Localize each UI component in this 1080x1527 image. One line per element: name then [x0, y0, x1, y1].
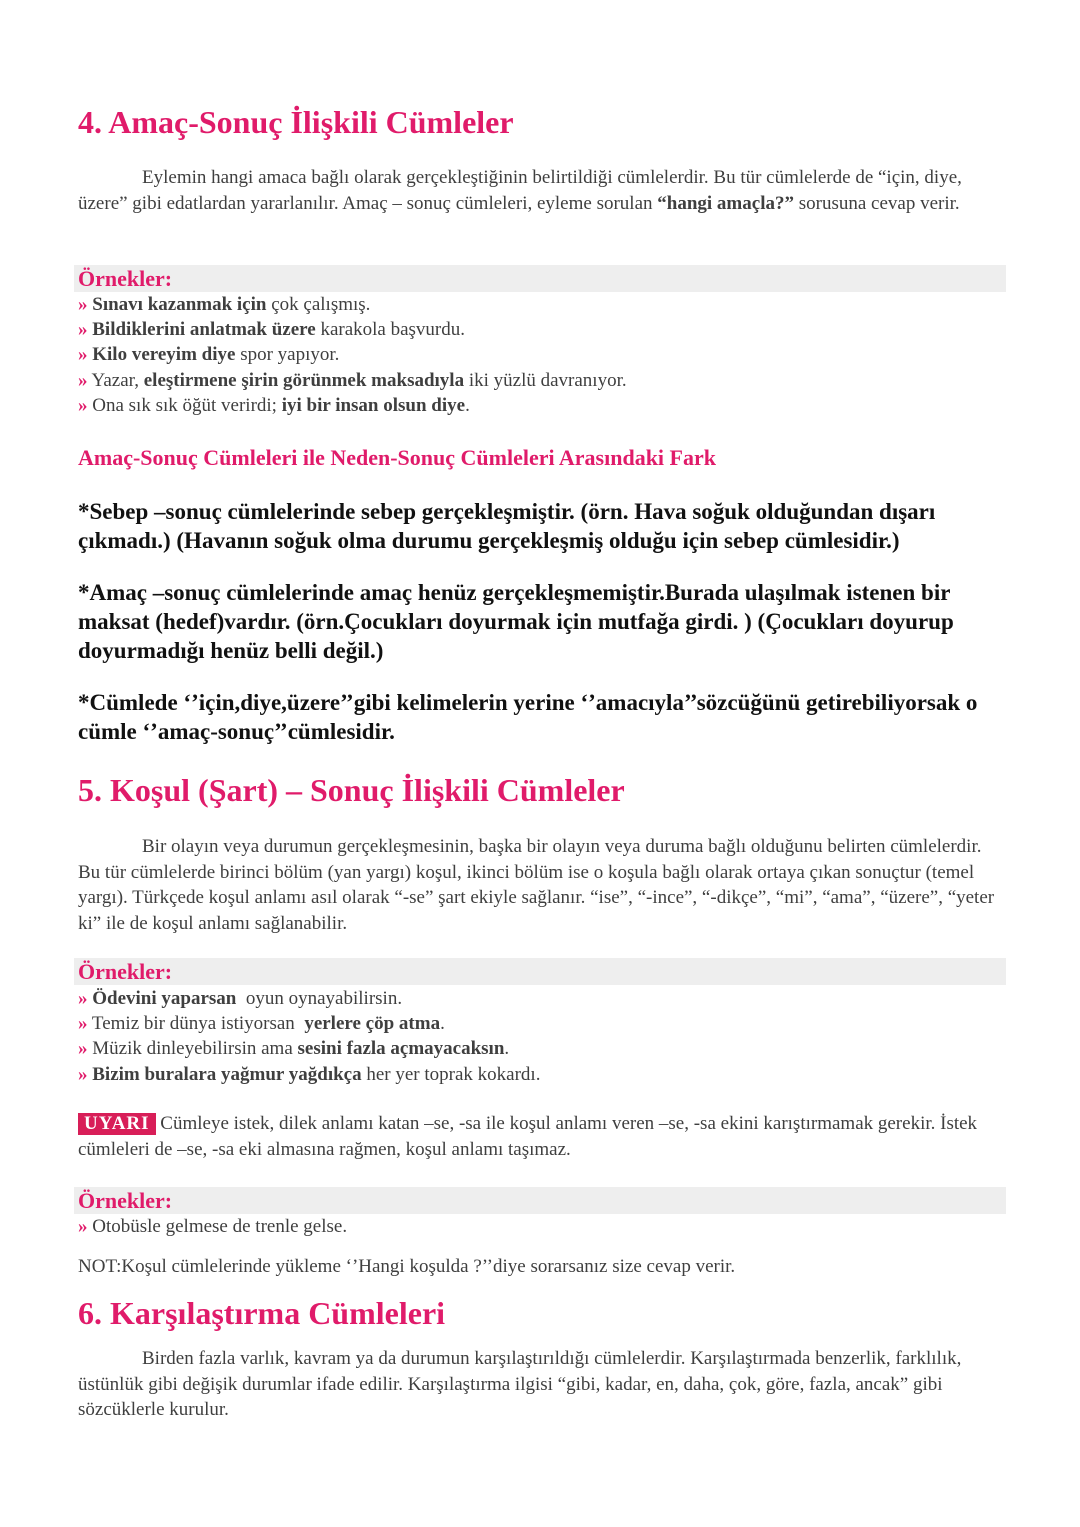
list-item: » Bildiklerini anlatmak üzere karakola başvurdu.: [78, 319, 465, 341]
section-6-paragraph: Birden fazla varlık, kavram ya da durumun karşılaştırıldığı cümlelerdir. Karşılaştırmada benzerlik, farklılık, üstünlük gibi değişik durumlar ifade edilir. Karşılaştırma ilgisi “gibi, kadar, en, daha, çok, göre, fazla, ancak” gibi sözcüklerle kurulur.: [78, 1348, 962, 1420]
list-item: » Ödevini yaparsan oyun oynayabilirsin.: [78, 988, 403, 1009]
list-item: » Temiz bir dünya istiyorsan yerlere çöp atma.: [78, 1013, 445, 1035]
bullet-icon: »: [78, 1063, 88, 1085]
bullet-icon: »: [78, 344, 88, 366]
paragraph-text: sorusuna cevap verir.: [793, 192, 960, 214]
warning-text: Cümleye istek, dilek anlamı katan –se, -sa ile koşul anlamı veren –se, -sa ekini karıştırmamak gerekir. İstek cümleleri de –se, -sa eki almasına rağmen, koşul anlamı taşımaz.: [78, 1113, 978, 1160]
section-4-examples: [78, 292, 1003, 418]
warning-badge: UYARI: [78, 1113, 156, 1135]
bullet-icon: »: [78, 394, 88, 416]
section-5-examples: [78, 986, 1003, 1087]
paragraph-bold-text: “hangi amaçla?”: [657, 192, 794, 214]
bullet-icon: »: [78, 369, 88, 391]
bullet-icon: »: [78, 988, 88, 1009]
bullet-icon: »: [78, 1013, 88, 1035]
warning-paragraph: [78, 1111, 1003, 1162]
bullet-icon: »: [78, 1216, 88, 1237]
examples-header: [74, 958, 1006, 985]
list-item: » Kilo vereyim diye spor yapıyor.: [78, 344, 340, 366]
list-item: » Müzik dinleyebilirsin ama sesini fazla açmayacaksın.: [78, 1038, 510, 1060]
difference-subheading: Amaç-Sonuç Cümleleri ile Neden-Sonuç Cümleleri Arasındaki Fark: [78, 445, 716, 470]
examples-header: [74, 1187, 1006, 1214]
section-6-title: 6. Karşılaştırma Cümleleri: [78, 1295, 446, 1331]
list-item: » Yazar, eleştirmene şirin görünmek maksadıyla iki yüzlü davranıyor.: [78, 369, 627, 391]
bullet-icon: »: [78, 294, 88, 315]
list-item: » Ona sık sık öğüt verirdi; iyi bir insan olsun diye.: [78, 394, 470, 416]
examples-label: Örnekler:: [78, 959, 173, 984]
note-paragraph: *Sebep –sonuç cümlelerinde sebep gerçekleşmiştir. (örn. Hava soğuk olduğundan dışarı çıkmadı.) (Havanın soğuk olma durumu gerçekleşmiş olduğu için sebep cümlesidir.): [78, 499, 936, 553]
paragraph-text: Eylemin hangi amaca bağlı olarak gerçekleştiğinin belirtildiği cümlelerdir. Bu tür cümlelerde de “için, diye, üzere” gibi edatlardan yararlanılır. Amaç – sonuç cümleleri, eyleme sorulan: [78, 167, 962, 214]
note-text: NOT:Koşul cümlelerinde yükleme ‘’Hangi koşulda ?’’diye sorarsanız size cevap verir.: [78, 1256, 736, 1277]
section-4-title: 4. Amaç-Sonuç İlişkili Cümleler: [78, 104, 514, 140]
bullet-icon: »: [78, 319, 88, 341]
list-item: » Bizim buralara yağmur yağdıkça her yer toprak kokardı.: [78, 1063, 541, 1085]
note-paragraph: *Cümlede ‘’için,diye,üzere’’gibi kelimelerin yerine ‘’amacıyla’’sözcüğünü getirebiliyorsak o cümle ‘’amaç-sonuç’’cümlesidir.: [78, 690, 978, 744]
examples-label: Örnekler:: [78, 266, 173, 291]
section-5-title: 5. Koşul (Şart) – Sonuç İlişkili Cümleler: [78, 772, 625, 808]
list-item: » Sınavı kazanmak için çok çalışmış.: [78, 294, 371, 315]
section-5-paragraph: Bir olayın veya durumun gerçekleşmesinin, başka bir olayın veya duruma bağlı olduğunu belirten cümlelerdir. Bu tür cümlelerde birinci bölüm (yan yargı) koşul, ikinci bölüm ise o koşula bağlı olarak ortaya çıkan sonuçtur (temel yargı). Türkçede koşul anlamı asıl olarak “-se” şart ekiyle sağlanır. “ise”, “-ince”, “-dikçe”, “mi”, “ama”, “üzere”, “yeter ki” ile de koşul anlamı sağlanabilir.: [78, 836, 995, 934]
section-4-paragraph: [78, 165, 1003, 216]
examples-header: [74, 265, 1006, 292]
list-item: » Otobüsle gelmese de trenle gelse.: [78, 1216, 348, 1237]
bullet-icon: »: [78, 1038, 88, 1060]
section-5-examples-2: [78, 1214, 1003, 1239]
examples-label: Örnekler:: [78, 1188, 173, 1213]
note-paragraph: *Amaç –sonuç cümlelerinde amaç henüz gerçekleşmemiştir.Burada ulaşılmak istenen bir maksat (hedef)vardır. (örn.Çocukları doyurmak için mutfağa girdi. ) (Çocukları doyurup doyurmadığı henüz belli değil.): [78, 580, 954, 663]
